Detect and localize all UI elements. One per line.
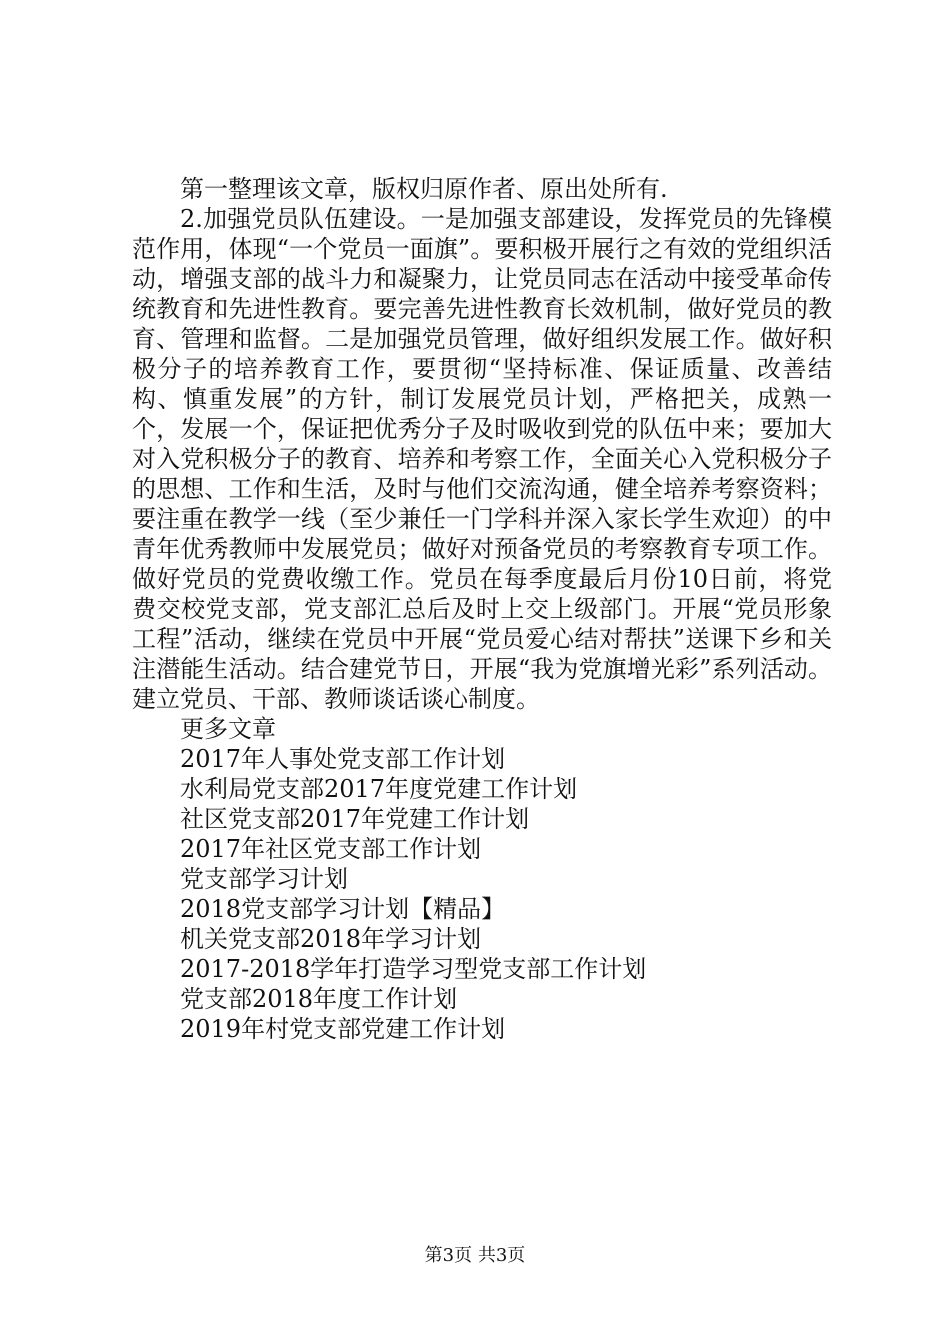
- article-link[interactable]: 党支部学习计划: [180, 865, 348, 893]
- page-footer: [0, 1245, 950, 1267]
- more-articles-list: [132, 744, 832, 1044]
- article-link[interactable]: 2018党支部学习计划【精品】: [180, 895, 506, 923]
- page-number: 第3页 共3页: [424, 1245, 526, 1266]
- article-link[interactable]: 2019年村党支部党建工作计划: [180, 1015, 506, 1043]
- article-link[interactable]: 2017年人事处党支部工作计划: [180, 745, 506, 773]
- document-body: [132, 174, 832, 1044]
- article-link[interactable]: 2017-2018学年打造学习型党支部工作计划: [180, 955, 647, 983]
- body-paragraph: 2.加强党员队伍建设。一是加强支部建设，发挥党员的先锋模范作用，体现“一个党员一面旗”。要积极开展行之有效的党组织活动，增强支部的战斗力和凝聚力，让党员同志在活动中接受革命传统教育和先进性教育。要完善先进性教育长效机制，做好党员的教育、管理和监督。二是加强党员管理，做好组织发展工作。做好积极分子的培养教育工作，要贯彻“坚持标准、保证质量、改善结构、慎重发展”的方针，制订发展党员计划，严格把关，成熟一个，发展一个，保证把优秀分子及时吸收到党的队伍中来；要加大对入党积极分子的教育、培养和考察工作，全面关心入党积极分子的思想、工作和生活，及时与他们交流沟通，健全培养考察资料；要注重在教学一线（至少兼任一门学科并深入家长学生欢迎）的中青年优秀教师中发展党员；做好对预备党员的考察教育专项工作。做好党员的党费收缴工作。党员在每季度最后月份10日前，将党费交校党支部，党支部汇总后及时上交上级部门。开展“党员形象工程”活动，继续在党员中开展“党员爱心结对帮扶”送课下乡和关注潜能生活动。结合建党节日，开展“我为党旗增光彩”系列活动。建立党员、干部、教师谈话谈心制度。: [132, 205, 832, 713]
- article-link[interactable]: 党支部2018年度工作计划: [180, 985, 458, 1013]
- copyright-notice: 第一整理该文章，版权归原作者、原出处所有.: [180, 175, 668, 203]
- more-articles-heading: 更多文章: [180, 715, 276, 743]
- article-link[interactable]: 2017年社区党支部工作计划: [180, 835, 482, 863]
- article-link[interactable]: 水利局党支部2017年度党建工作计划: [180, 775, 578, 803]
- article-link[interactable]: 社区党支部2017年党建工作计划: [180, 805, 530, 833]
- article-link[interactable]: 机关党支部2018年学习计划: [180, 925, 482, 953]
